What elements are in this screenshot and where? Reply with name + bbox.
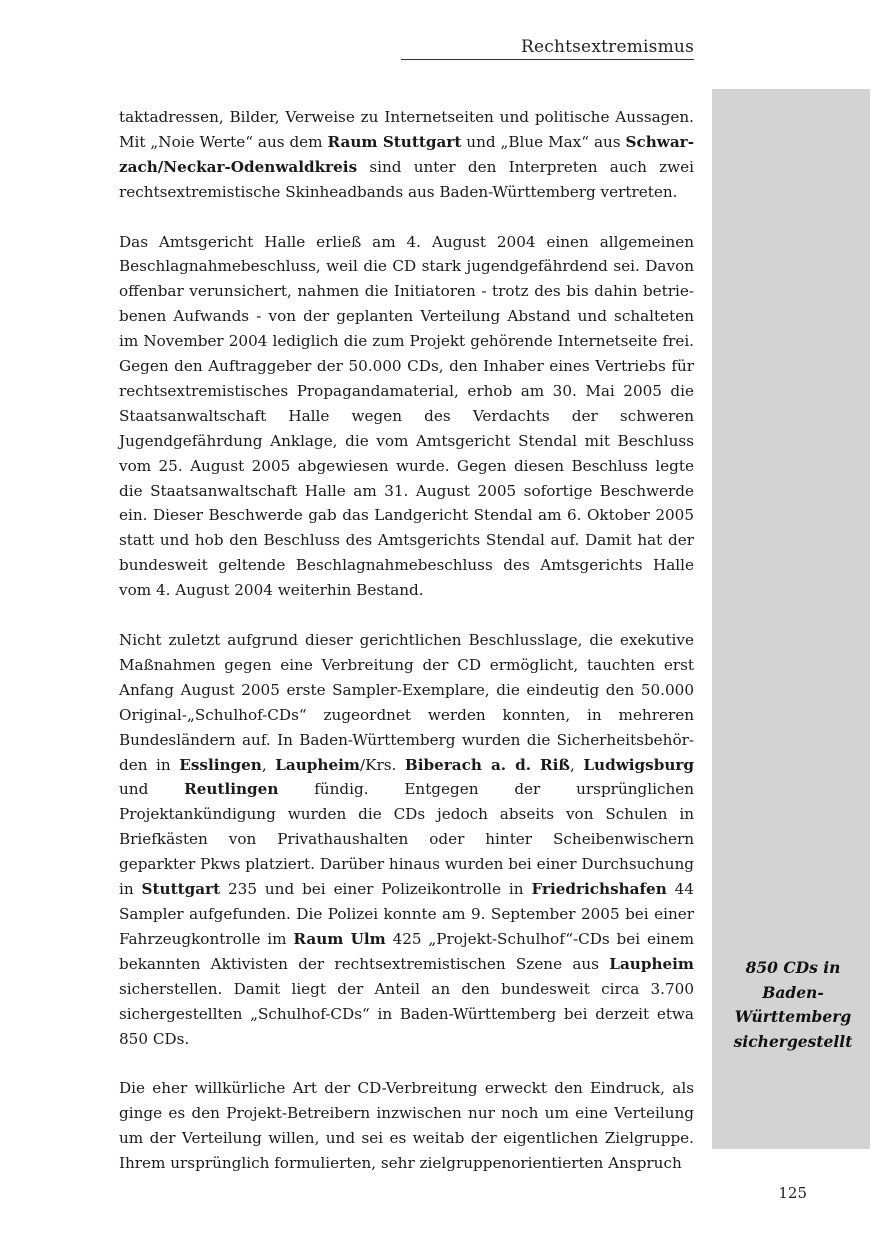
text-run: sicherstellen. Damit liegt der Anteil an den bundesweit circa 3.700 sichergestellten „Schulhof-CDs“ in Baden-Württemberg bei derzeit etwa 850 CDs. [119,979,694,1048]
text-run: Nicht zuletzt aufgrund dieser gerichtlichen Beschlusslage, die exekutive Maßnahmen gegen eine Verbreitung der CD ermöglicht, tauchten erst Anfang August 2005 erste Sampler-Exemplare, die eindeutig den 50.000 Original-„Schulhof-CDs“ zugeordnet werden konnten, in mehreren Bundesländern auf. In Baden-Württemberg wurden die Sicherheitsbehörden in [119,631,694,774]
margin-note-line: Württemberg [734,1007,852,1026]
running-header: Rechtsextremismus [520,37,694,57]
paragraph [119,628,694,1051]
place-name: Stuttgart [141,880,221,899]
margin-note-line: sichergestellt [733,1031,853,1051]
text-run: und [119,780,185,799]
place-name: Ludwigsburg [583,755,694,774]
place-name: Esslingen [179,755,262,774]
margin-note-line: Baden- [762,982,824,1002]
margin-note [720,956,866,1054]
margin-note-line: 850 CDs in [745,958,841,977]
text-run: fündig. Entgegen der ursprünglichen Projektankündigung wurden die CDs jedoch abseits von Schulen in Briefkästen von Privathaushalten oder hinter Scheibenwischern geparkter Pkws platziert. Darüber hinaus wurden bei einer Durchsuchung in [119,780,695,899]
header-rule [401,59,694,60]
place-name: Friedrichshafen [531,880,667,899]
place-name: Biberach a. d. Riß [404,755,570,774]
place-name: Raum Stuttgart [327,132,462,151]
place-name: Raum Ulm [293,929,386,948]
text-run: 425 „Projekt-Schulhof“-CDs bei einem bekannten Aktivisten der rechtsextremistischen Szene aus [119,929,694,973]
text-run: , [261,755,276,774]
place-name: Laupheim [609,954,694,973]
paragraph: Die eher willkürliche Art der CD-Verbreitung erweckt den Eindruck, als ginge es den Projekt-Betreibern inzwischen nur noch um eine Verteilung um der Verteilung willen, und sei es weitab der eigentlichen Zielgruppe. Ihrem ursprünglich formulierten, sehr zielgruppenorientierten Anspruch [119,1079,694,1173]
paragraph [119,105,694,205]
text-run: /Krs. [359,755,405,774]
paragraph: Das Amtsgericht Halle erließ am 4. August 2004 einen allgemeinen Beschlagnahmebeschluss, weil die CD stark jugendgefährdend sei. Davon offenbar verunsichert, nahmen die Initiatoren - trotz des bis dahin betriebenen Aufwands - von der geplanten Verteilung Abstand und schalteten im November 2004 lediglich die zum Projekt gehörende Internetseite frei. Gegen den Auftraggeber der 50.000 CDs, den Inhaber eines Vertriebs für rechtsextremistisches Propagandamaterial, erhob am 30. Mai 2005 die Staatsanwaltschaft Halle wegen des Verdachts der schweren Jugendgefährdung Anklage, die vom Amtsgericht Stendal mit Beschluss vom 25. August 2005 abgewiesen wurde. Gegen diesen Beschluss legte die Staatsanwaltschaft Halle am 31. August 2005 sofortige Beschwerde ein. Dieser Beschwerde gab das Landgericht Stendal am 6. Oktober 2005 statt und hob den Beschluss des Amtsgerichts Stendal auf. Damit hat der bundesweit geltende Beschlagnahmebeschluss des Amtsgerichts Halle vom 4. August 2004 weiterhin Bestand. [119,232,694,600]
text-run: taktadressen, Bilder, Verweise zu Internetseiten und politische Aussagen. Mit „Noie Werte“ aus dem [119,108,694,151]
place-name: Laupheim [275,755,360,774]
place-name: Reutlingen [184,780,279,799]
body-text [119,105,694,1176]
text-run: 44 Sampler aufgefunden. Die Polizei konnte am 9. September 2005 bei einer Fahrzeugkontrolle im [119,880,694,948]
place-name: Schwarzach/Neckar-Odenwaldkreis [119,132,694,176]
text-run: 235 und bei einer Polizeikontrolle in [220,880,532,899]
text-run: und „Blue Max“ aus [461,132,626,151]
text-run: , [569,755,584,774]
text-run: sind unter den Interpreten auch zwei rechtsextremistische Skinheadbands aus Baden-Württemberg vertreten. [119,157,694,201]
page-number: 125 [778,1184,807,1202]
